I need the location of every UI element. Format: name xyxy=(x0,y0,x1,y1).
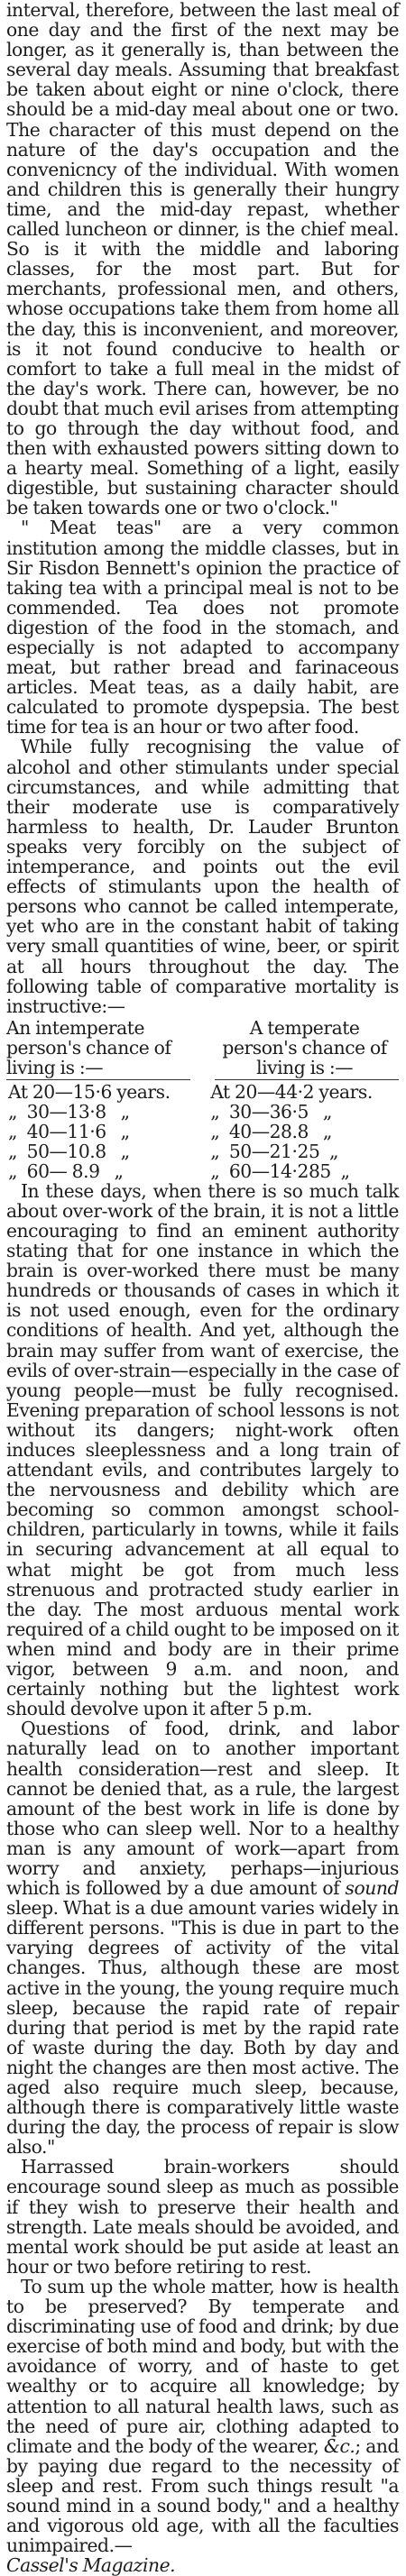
mortality-table-rules xyxy=(6,1079,399,1080)
intemperate-cell: „ 40—11·6 „ xyxy=(8,1120,130,1142)
intemperate-cell: „ 30—13·8 „ xyxy=(8,1100,130,1123)
emphasis-text: &c. xyxy=(323,2434,355,2457)
paragraph-alcohol: While fully recognising the value of alcohol and other stimulants under special circumstances, and while admitting that their moderate use is comparatively harmless to health, Dr. Lauder Brunton speaks very forcibly on the subject of intemperance, and points out the evil effects of stimulants upon the health of persons who cannot be called intemperate, yet who are in the constant habit of taking very small quantities of wine, beer, or spirit at all hours throughout the day. The following table of comparative mortality is instructive:— xyxy=(6,736,399,1017)
table-row xyxy=(6,1161,399,1181)
intemperate-cell: At 20—15·6 years. xyxy=(8,1080,171,1103)
text-run: To sum up the whole matter, how is health to be preserved? By temperate and discriminating use of food and drink; by due exercise of both mind and body, but with the avoidance of worry, and of haste to get wealthy or to acquire all knowledge; by attention to all natural health laws, such as the need of pure air, clothing adapted to climate and the body of the wearer, xyxy=(6,2275,399,2457)
mortality-table xyxy=(6,1082,399,1181)
mortality-table-header xyxy=(6,1016,399,1079)
intemperate-cell: „ 60— 8.9 „ xyxy=(8,1160,124,1182)
paragraph-rest-sleep xyxy=(6,1719,399,2157)
table-row xyxy=(6,1102,399,1122)
paragraph-brain-work: In these days, when there is so much talk about over-work of the brain, it is not a little encouraging to find an eminent authority stating that for one instance in which the brain is over-worked there must be many hundreds or thousands of cases in which it is not used enough, even for the ordinary conditions of health. And yet, although the brain may suffer from want of exercise, the evils of over-strain—especially in the case of young people—must be fully recognised. Evening preparation of school lessons is not without its dangers; night-work often induces sleeplessness and a long train of attendant evils, and contributes largely to the nervousness and debility which are becoming so common amongst school-children, particularly in towns, while it fails in securing advancement at all equal to what might be got from much less strenuous and protracted study earlier in the day. The most arduous mental work required of a child ought to be imposed on it when mind and body are in their prime vigor, between 9 a.m. and noon, and certainly nothing but the lightest work should devolve upon it after 5 p.m. xyxy=(6,1179,399,1720)
column-rule-left xyxy=(6,1079,190,1080)
paragraph-meat-teas: " Meat teas" are a very common institution among the middle classes, but in Sir Risdon Bennett's opinion the practice of taking tea with a principal meal is not to be commended. Tea does not promote digestion of the food in the stomach, and especially is not adapted to accompany meat, but rather bread and farinaceous articles. Meat teas, as a daily habit, are calculated to promote dyspepsia. The best time for tea is an hour or two after food. xyxy=(6,517,399,738)
text-run: Questions of food, drink, and labor naturally lead on to another important health consideration—rest and sleep. It cannot be denied that, as a rule, the largest amount of the best work in life is done by those who can sleep well. Nor to a healthy man is any amount of work—apart from worry and anxiety, perhaps—injurious which is followed by a due amount of xyxy=(6,1718,399,1900)
table-row xyxy=(6,1141,399,1161)
temperate-cell: „ 50—21·25 „ xyxy=(210,1140,339,1162)
intemperate-cell: „ 50—10.8 „ xyxy=(8,1140,130,1162)
emphasis-text: sound xyxy=(345,1877,399,1900)
temperate-cell: „ 60—14·285 „ xyxy=(210,1160,350,1182)
paragraph-meal-times: interval, therefore, between the last meal of one day and the first of the next may be longer, as it generally is, than between the several day meals. Assuming that breakfast be taken about eight or nine o'clock, there should be a mid-day meal about one or two. The character of this must depend on the nature of the day's occupation and the convenicncy of the individual. With women and children this is generally their hungry time, and the mid-day repast, whether called luncheon or dinner, is the chief meal. So is it with the middle and laboring classes, for the most part. But for merchants, professional men, and others, whose occupations take them from home all the day, this is inconvenient, and moreover, is it not found conducive to health or comfort to take a full meal in the midst of the day's work. There can, however, be no doubt that much evil arises from attempting to go through the day without food, and then with exhausted powers sitting down to a hearty meal. Something of a light, easily digestible, but sustaining character should be taken towards one or two o'clock." xyxy=(6,0,399,519)
paragraph-brain-workers: Harrassed brain-workers should encourage sound sleep as much as possible if they wish to preserve their health and strength. Late meals should be avoided, and mental work should be put aside at least an hour or two before retiring to rest. xyxy=(6,2156,399,2278)
table-row xyxy=(6,1082,399,1102)
intemperate-column-heading: An intemperate person's chance of living is :— xyxy=(6,1016,171,1078)
temperate-cell: „ 40—28.8 „ xyxy=(210,1120,332,1142)
text-run: ; and by paying due regard to the necessity of sleep and rest. From such things result "a sound mind in a sound body," and a healthy and vigorous old age, with all the faculties unimpaired.— xyxy=(6,2434,399,2557)
temperate-cell: At 20—44·2 years. xyxy=(210,1080,373,1103)
table-row xyxy=(6,1122,399,1141)
column-rule-right xyxy=(215,1079,399,1080)
text-run: sleep. What is a due amount varies widely in different persons. "This is due in part to the varying degrees of activity of the vital changes. Thus, although these are most active in the young, the young require much sleep, because the rapid rate of repair during that period is met by the rapid rate of waste during the day. Both by day and night the changes are then most active. The aged also require much sleep, because, although there is comparatively little waste during the day, the process of repair is slow also." xyxy=(6,1897,399,2159)
temperate-cell: „ 30—36·5 „ xyxy=(210,1100,332,1123)
temperate-column-heading: A temperate person's chance of living is :— xyxy=(222,1016,387,1078)
source-attribution: Cassel's Magazine. xyxy=(6,2554,176,2576)
paragraph-summary xyxy=(6,2277,399,2555)
